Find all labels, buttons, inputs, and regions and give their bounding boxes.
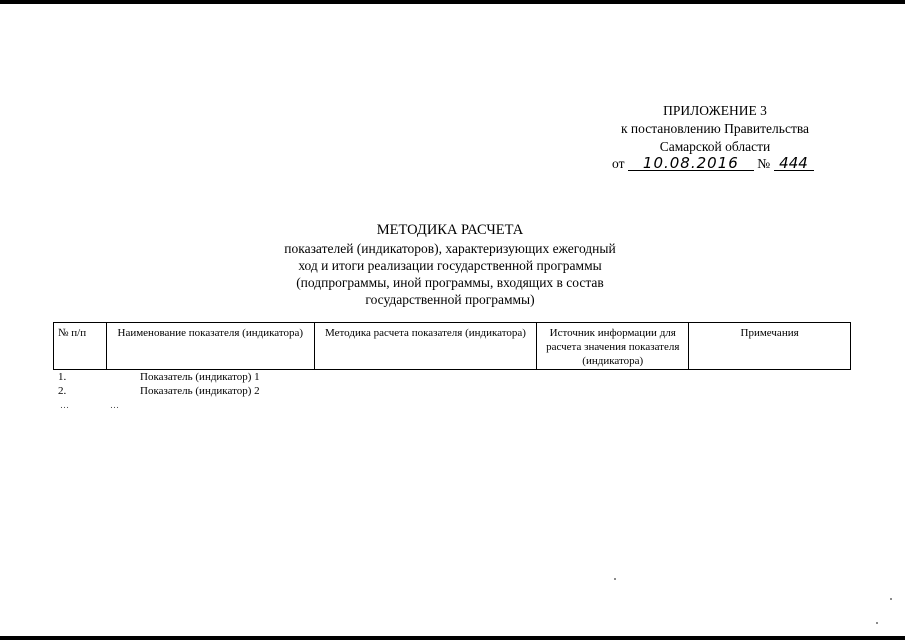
document-subtitle: [200, 240, 700, 308]
row-indicator-name: …: [110, 400, 119, 410]
header-notes: Примечания: [689, 323, 851, 370]
table-row-ellipsis: [58, 398, 658, 412]
appendix-title: ПРИЛОЖЕНИЕ 3: [663, 103, 767, 118]
header-indicator-name: Наименование показателя (индикатора): [106, 323, 314, 370]
appendix-line-2: Самарской области: [659, 139, 771, 154]
scan-border-bottom: [0, 636, 905, 640]
row-indicator-name: Показатель (индикатор) 2: [140, 385, 260, 397]
handwritten-date: 10.08.2016: [628, 156, 754, 171]
subtitle-line: показателей (индикаторов), характеризующих ежегодный: [284, 241, 616, 256]
header-info-source: Источник информации для расчета значения показателя (индикатора): [537, 323, 689, 370]
table-header-row: [54, 323, 851, 370]
methodics-table: [53, 322, 851, 370]
scan-speck: [890, 598, 892, 600]
row-number: 2.: [58, 385, 67, 397]
scan-speck: [614, 578, 616, 580]
handwritten-number: 444: [774, 156, 814, 171]
appendix-line-1: к постановлению Правительства: [620, 121, 810, 136]
subtitle-line: (подпрограммы, иной программы, входящих в состав: [296, 275, 604, 290]
date-prefix: от: [612, 156, 625, 171]
approval-date-number: [612, 156, 814, 172]
row-number: 1.: [58, 371, 67, 383]
subtitle-line: государственной программы): [365, 292, 535, 307]
scan-border-top: [0, 0, 905, 4]
table-row: [58, 370, 658, 384]
header-number: № п/п: [54, 323, 107, 370]
appendix-block: [600, 102, 830, 156]
subtitle-line: ход и итоги реализации государственной программы: [298, 258, 602, 273]
document-title: МЕТОДИКА РАСЧЕТА: [376, 222, 524, 238]
number-prefix: №: [757, 156, 771, 171]
scan-speck: [876, 622, 878, 624]
header-calc-method: Методика расчета показателя (индикатора): [314, 323, 537, 370]
table-row: [58, 384, 658, 398]
row-number: …: [60, 400, 69, 410]
row-indicator-name: Показатель (индикатор) 1: [140, 371, 260, 383]
table-body: [58, 370, 658, 412]
